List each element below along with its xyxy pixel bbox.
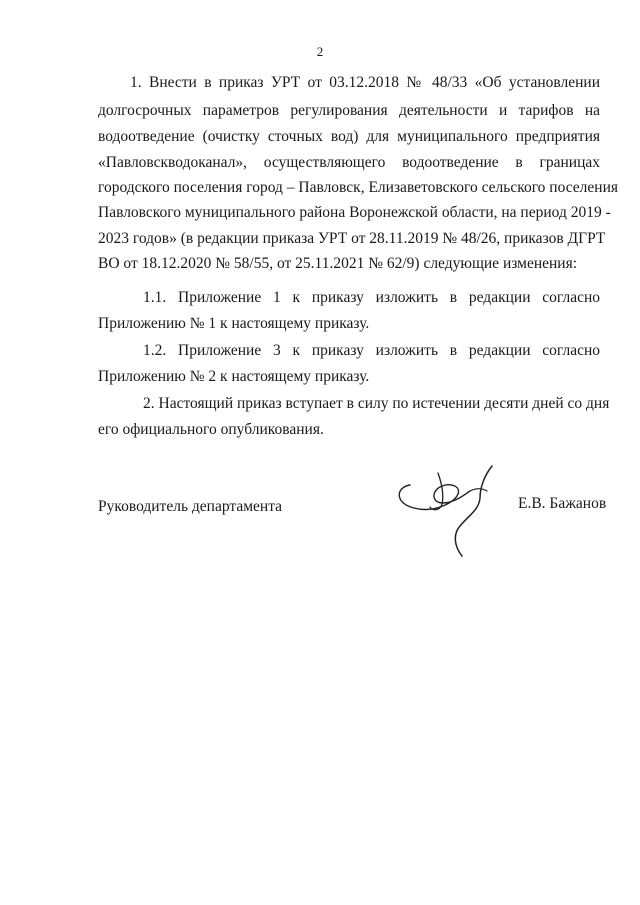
item-1-1-line: 1.1. Приложение 1 к приказу изложить в редакции согласно	[143, 289, 600, 306]
signatory-title: Руководитель департамента	[98, 498, 283, 515]
item-1-2-line: Приложению № 2 к настоящему приказу.	[98, 368, 370, 385]
item-1-line: Павловского муниципального района Воронежской области, на период 2019 -	[98, 204, 611, 221]
item-1-line: ВО от 18.12.2020 № 58/55, от 25.11.2021 № 62/9) следующие изменения:	[98, 255, 578, 272]
item-2-line: его официального опубликования.	[98, 421, 324, 438]
item-1-line: водоотведение (очистку сточных вод) для муниципального предприятия	[98, 128, 600, 145]
signatory-name: Е.В. Бажанов	[518, 495, 607, 512]
item-1-line: долгосрочных параметров регулирования деятельности и тарифов на	[98, 102, 600, 119]
item-1-line: 2023 годов» (в редакции приказа УРТ от 28.11.2019 № 48/26, приказов ДГРТ	[98, 230, 606, 247]
handwritten-signature	[388, 458, 498, 568]
item-1-line: «Павловскводоканал», осуществляющего водоотведение в границах	[98, 154, 600, 171]
page-number: 2	[316, 44, 324, 59]
item-1-2-line: 1.2. Приложение 3 к приказу изложить в редакции согласно	[143, 342, 600, 359]
item-1-line: 1. Внести в приказ УРТ от 03.12.2018 № 48/33 «Об установлении	[130, 74, 600, 91]
item-2-line: 2. Настоящий приказ вступает в силу по истечении десяти дней со дня	[143, 395, 610, 412]
item-1-line: городского поселения город – Павловск, Елизаветовского сельского поселения	[98, 179, 618, 196]
item-1-1-line: Приложению № 1 к настоящему приказу.	[98, 315, 370, 332]
